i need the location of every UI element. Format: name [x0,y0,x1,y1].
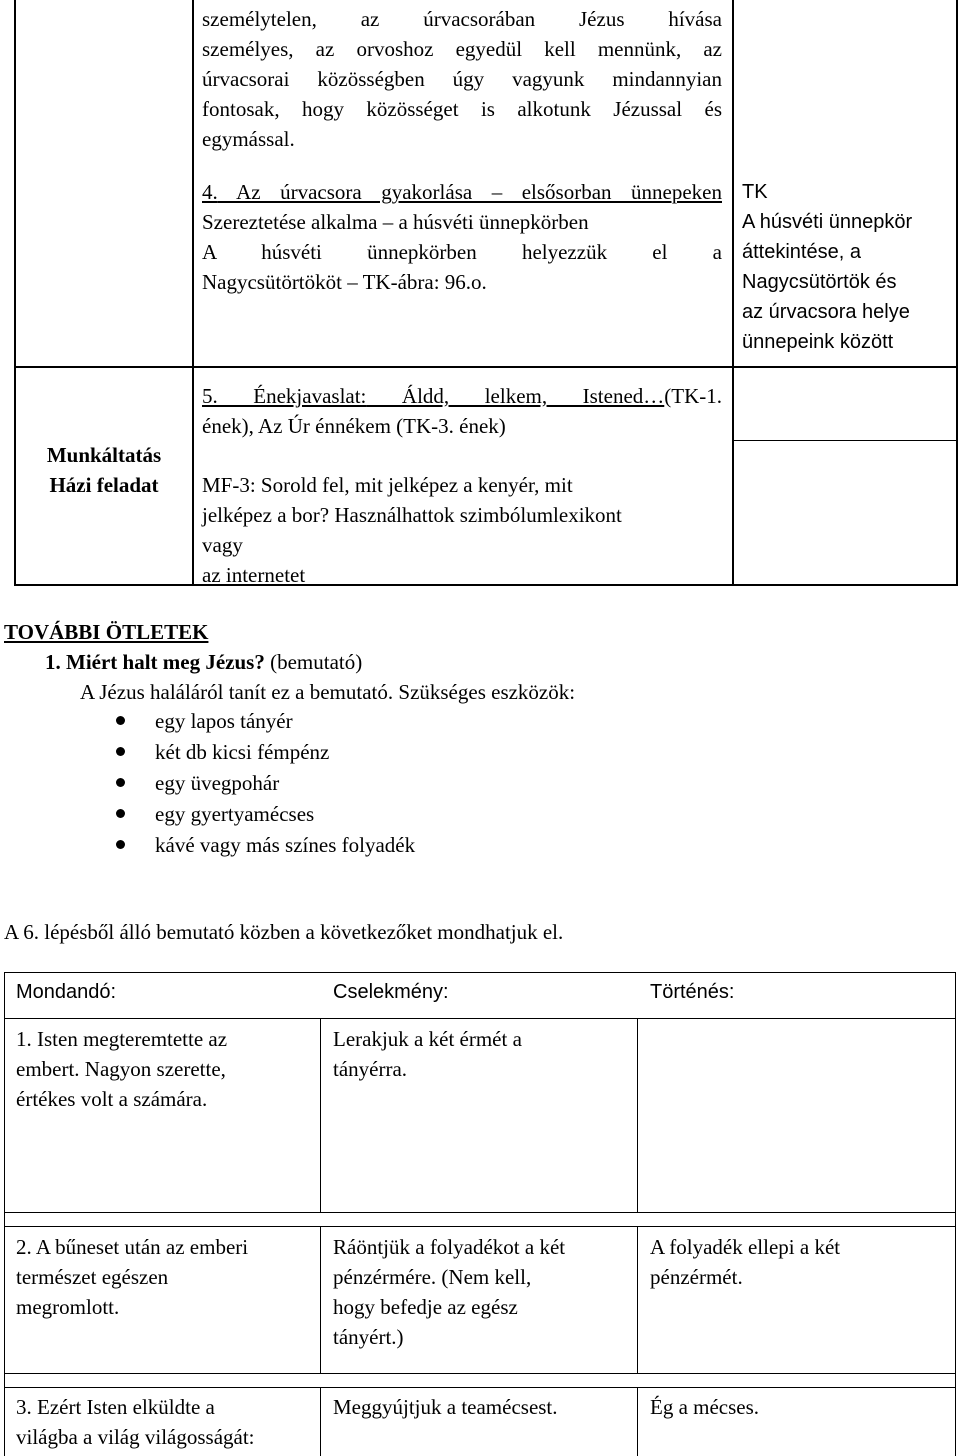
note-line: TK [742,181,768,203]
column-header-action: Cselekmény: [333,981,449,1003]
task-line: MF-3: Sorold fel, mit jelképez a kenyér, mit [202,473,573,497]
cell-line: megromlott. [16,1295,120,1319]
cell-line: értékes volt a számára. [16,1087,208,1111]
table-border [955,972,956,1456]
cell-line: 3. Ezért Isten elküldte a [16,1395,215,1419]
table-border [4,1226,956,1227]
step-say [16,1024,316,1114]
note-line: Nagycsütörtök és [742,271,897,293]
cell-line: pénzérmét. [650,1265,743,1289]
song-line [202,381,722,411]
note-line: az úrvacsora helye [742,301,910,323]
table-border [320,1018,321,1213]
step-result [650,1232,950,1292]
list-item: egy gyertyamécses [155,802,315,826]
text-line: A húsvéti ünnepkörben helyezzük el a [202,240,722,264]
song-suggestion [202,381,722,441]
task-line: jelképez a bor? Használhattok szimbólumlexikont [202,503,622,527]
cell-line: 1. Isten megteremtette az [16,1027,228,1051]
column-header-result: Történés: [650,981,735,1003]
table-border [320,1226,321,1374]
song-line: ének), Az Úr énnékem (TK-3. ének) [202,414,506,438]
step-say [16,1232,316,1322]
idea-intro: A Jézus haláláról tanít ez a bemutató. Szükséges eszközök: [80,680,576,704]
song-label: 5. Énekjavaslat: [202,384,367,408]
label-line: Házi feladat [49,473,159,497]
list-item: kávé vagy más színes folyadék [155,833,416,857]
step-action [333,1392,633,1422]
text-line: úrvacsorai közösségben úgy vagyunk mindannyian [202,67,722,91]
text-line: személytelen, az úrvacsorában Jézus hívása [202,7,722,31]
text-line: Nagycsütörtököt – TK-ábra: 96.o. [202,270,487,294]
cell-line: pénzérmére. (Nem kell, [333,1265,532,1289]
step-action [333,1232,633,1352]
bullet-icon [116,716,125,725]
tk-note [742,177,956,357]
list-item: egy lapos tányér [155,709,293,733]
table-border [4,972,5,1456]
table-border [4,1373,956,1374]
item-number: 4. [202,180,218,204]
label-line: Munkáltatás [46,443,162,467]
table-border [956,0,958,585]
cell-line: világba a világ világosságát: [16,1425,255,1449]
cell-line: Ráöntjük a folyadékot a két [333,1235,566,1259]
note-line: ünnepeink között [742,331,894,353]
cell-line: tányérra. [333,1057,408,1081]
task-line: az internetet [202,563,306,587]
item-title: Az úrvacsora gyakorlása – elsősorban ünnepeken [217,180,722,204]
bullet-icon [116,809,125,818]
step-result [650,1392,950,1422]
table-border [4,1018,956,1019]
note-line: A húsvéti ünnepkör [742,211,913,233]
text-line: személyes, az orvoshoz egyedül kell mennünk, az [202,37,722,61]
table-border [192,0,194,585]
table-border [4,1387,956,1388]
table-border [320,1387,321,1456]
list-item: egy üvegpohár [155,771,280,795]
item-4-heading [202,177,722,207]
column-header-say: Mondandó: [16,981,117,1003]
mf3-task [202,470,722,590]
step-action [333,1024,633,1084]
text-line: egymással. [202,127,295,151]
idea-title: Miért halt meg Jézus? [60,650,265,674]
cell-line: tányért.) [333,1325,404,1349]
table-border [4,1212,956,1213]
table-border [732,0,734,585]
cell-line: 2. A bűneset után az emberi [16,1235,249,1259]
item-4 [202,177,722,297]
table-border [4,972,956,973]
bullet-icon [116,778,125,787]
idea-tag: (bemutató) [264,650,363,674]
table-border [637,1018,638,1213]
step-say [16,1392,316,1452]
steps-intro: A 6. lépésből álló bemutató közben a következőket mondhatjuk el. [4,920,564,944]
table-border [14,366,958,368]
cell-line: Lerakjuk a két érmét a [333,1027,522,1051]
row-label [16,440,192,500]
cell-line: Meggyújtjuk a teamécsest. [333,1395,558,1419]
section-heading: TOVÁBBI ÖTLETEK [4,620,209,644]
lesson-text [202,4,722,154]
cell-line: A folyadék ellepi a két [650,1235,841,1259]
table-border [637,1387,638,1456]
cell-line: Ég a mécses. [650,1395,760,1419]
note-line: áttekintése, a [742,241,861,263]
cell-line: embert. Nagyon szerette, [16,1057,226,1081]
bullet-icon [116,840,125,849]
cell-line: hogy befedje az egész [333,1295,518,1319]
table-border [732,440,958,441]
table-border [637,1226,638,1374]
idea-1-title [45,647,362,677]
cell-line: természet egészen [16,1265,169,1289]
song-ref: (TK-1. [664,384,722,408]
bullet-icon [116,747,125,756]
text-line: fontosak, hogy közösséget is alkotunk Jézussal és [202,97,722,121]
idea-number: 1. [45,650,61,674]
task-line: vagy [202,533,243,557]
list-item: két db kicsi fémpénz [155,740,330,764]
text-line: Szereztetése alkalma – a húsvéti ünnepkörben [202,210,589,234]
song-title: Áldd, lelkem, Istened… [366,384,665,408]
